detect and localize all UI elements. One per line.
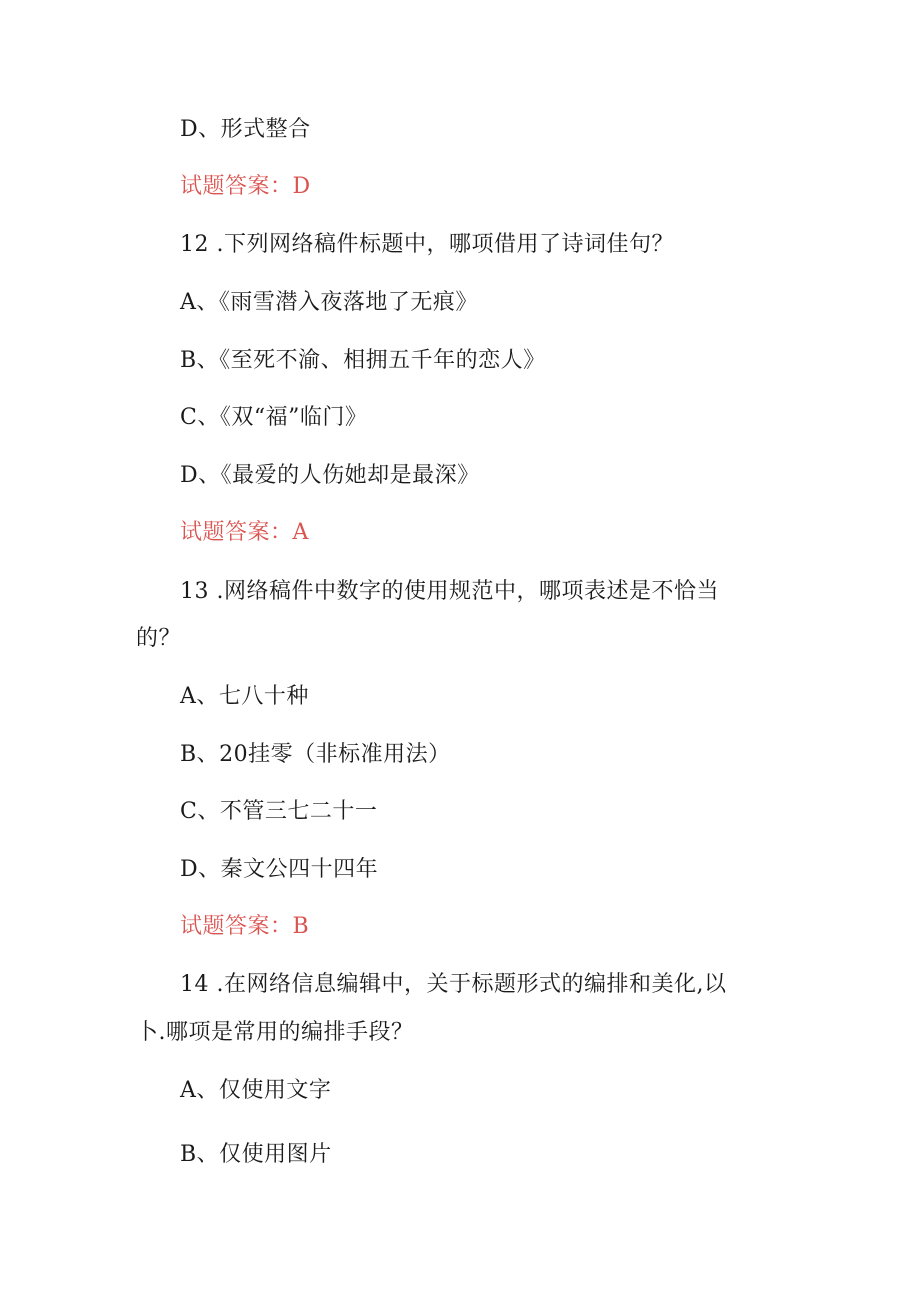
option-c-q13: C、不管三七二十一 (180, 799, 378, 824)
option-b-q12: B、《至死不渝、相拥五千年的恋人》 (180, 348, 546, 373)
question-14-continued: 卜.哪项是常用的编排手段？ (136, 1020, 414, 1045)
option-a-q13: A、七八十种 (180, 684, 309, 709)
answer-q12: 试题答案：A (180, 520, 309, 545)
option-d-q12: D、《最爱的人伤她却是最深》 (180, 463, 480, 488)
option-c-q12: C、《双“福”临门》 (180, 405, 368, 430)
question-14: 14 .在网络信息编辑中，关于标题形式的编排和美化,以 (180, 972, 727, 997)
question-13-continued: 的？ (136, 626, 182, 651)
option-d-q11: D、形式整合 (180, 117, 311, 142)
question-12: 12 .下列网络稿件标题中，哪项借用了诗词佳句？ (180, 232, 674, 257)
option-b-q13: B、20挂零（非标准用法） (180, 742, 451, 767)
answer-q13: 试题答案：B (180, 914, 310, 939)
option-b-q14: B、仅使用图片 (180, 1142, 332, 1167)
option-a-q14: A、仅使用文字 (180, 1078, 332, 1103)
option-a-q12: A、《雨雪潜入夜落地了无痕》 (180, 290, 478, 315)
question-13: 13 .网络稿件中数字的使用规范中，哪项表述是不恰当 (180, 579, 719, 604)
answer-q11: 试题答案：D (180, 174, 311, 199)
option-d-q13: D、秦文公四十四年 (180, 857, 379, 882)
